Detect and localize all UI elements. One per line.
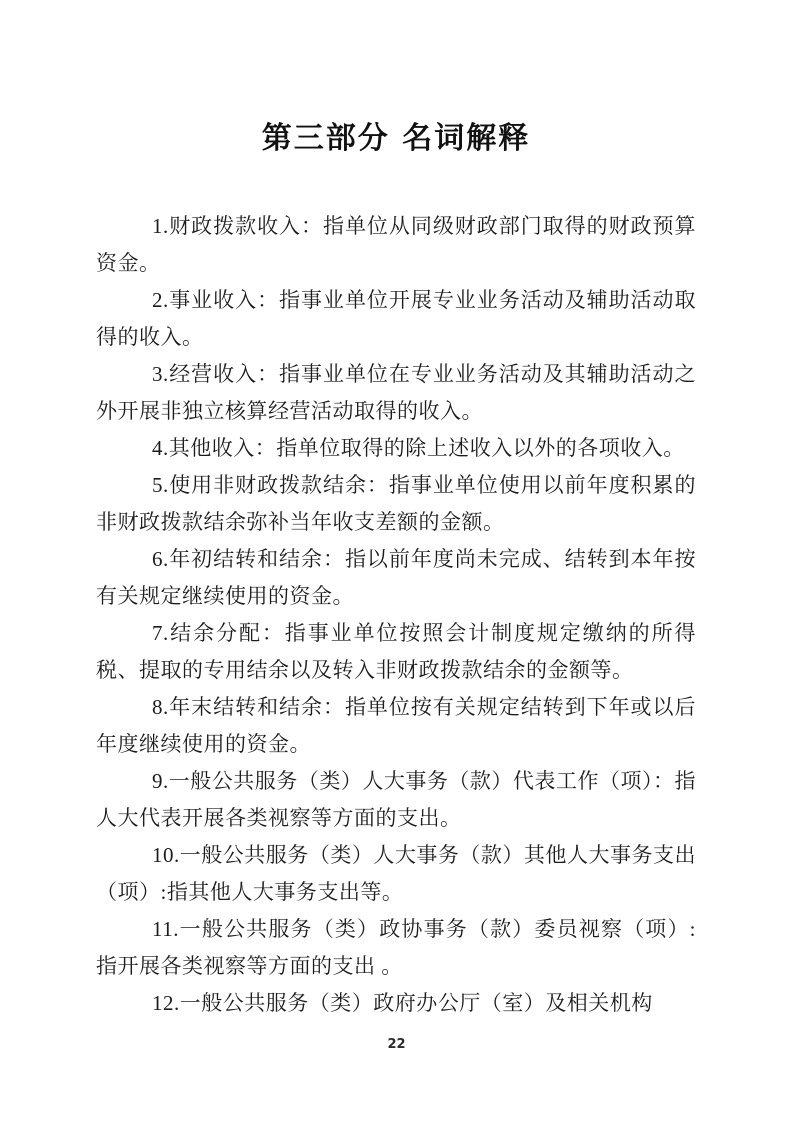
definition-paragraph-6: 6.年初结转和结余：指以前年度尚未完成、结转到本年按有关规定继续使用的资金。: [96, 547, 696, 608]
definition-paragraph-5: 5.使用非财政拨款结余：指事业单位使用以前年度积累的非财政拨款结余弥补当年收支差额的金额。: [96, 473, 696, 534]
page-title: 第三部分 名词解释: [261, 121, 531, 156]
definition-paragraph-10: 10.一般公共服务（类）人大事务（款）其他人大事务支出（项）:指其他人大事务支出等。: [96, 843, 696, 904]
definition-paragraph-2: 2.事业收入：指事业单位开展专业业务活动及辅助活动取得的收入。: [96, 288, 696, 349]
definition-paragraph-12: 12.一般公共服务（类）政府办公厅（室）及相关机构: [152, 991, 653, 1015]
definition-paragraph-1: 1.财政拨款收入：指单位从同级财政部门取得的财政预算资金。: [96, 214, 696, 275]
definition-paragraph-8: 8.年末结转和结余：指单位按有关规定结转到下年或以后年度继续使用的资金。: [96, 695, 696, 756]
definition-paragraph-3: 3.经营收入：指事业单位在专业业务活动及其辅助活动之外开展非独立核算经营活动取得的收入。: [96, 362, 696, 423]
definitions-list: [96, 208, 696, 1022]
definition-paragraph-11: 11.一般公共服务（类）政协事务（款）委员视察（项）:指开展各类视察等方面的支出 。: [96, 917, 696, 978]
definition-paragraph-4: 4.其他收入：指单位取得的除上述收入以外的各项收入。: [152, 436, 685, 460]
page-number: 22: [387, 1037, 406, 1052]
definition-paragraph-9: 9.一般公共服务（类）人大事务（款）代表工作（项）：指人大代表开展各类视察等方面的支出。: [96, 769, 696, 830]
definition-paragraph-7: 7.结余分配：指事业单位按照会计制度规定缴纳的所得税、提取的专用结余以及转入非财政拨款结余的金额等。: [96, 621, 696, 682]
